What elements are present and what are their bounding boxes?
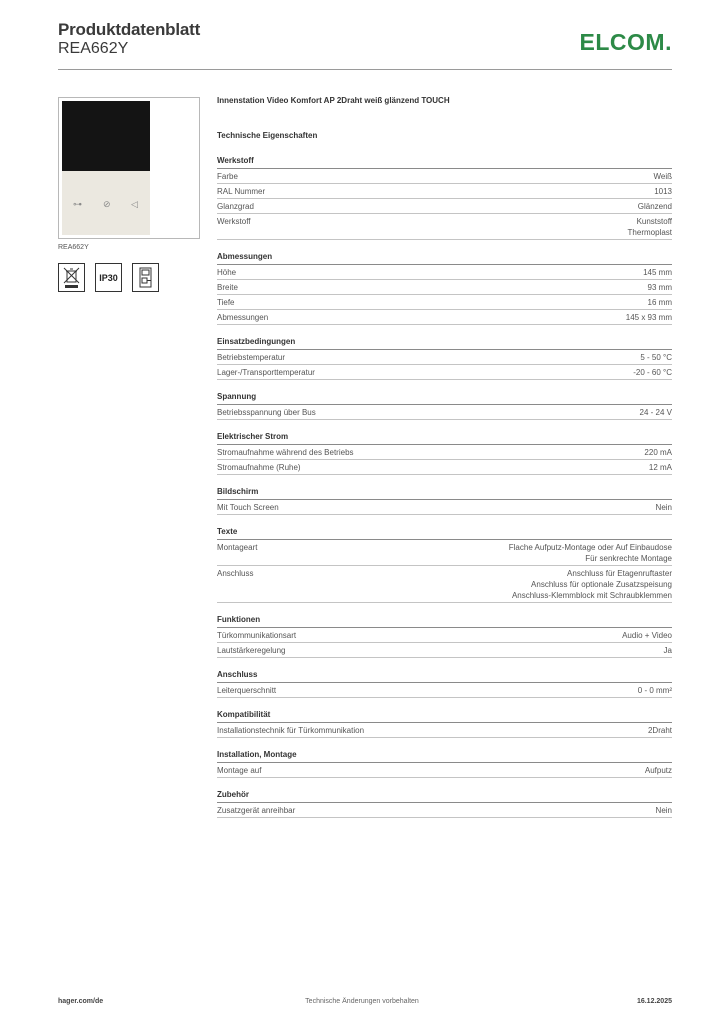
spec-row	[217, 280, 672, 295]
section-title: Funktionen	[217, 615, 672, 628]
spec-row	[217, 169, 672, 184]
product-caption: REA662Y	[58, 244, 89, 251]
spec-value: -20 - 60 °C	[633, 368, 672, 377]
spec-row	[217, 628, 672, 643]
spec-label: RAL Nummer	[217, 187, 266, 196]
spec-label: Installationstechnik für Türkommunikation	[217, 726, 365, 735]
section-title: Abmessungen	[217, 252, 672, 265]
spec-label: Leiterquerschnitt	[217, 686, 277, 695]
spec-label: Abmessungen	[217, 313, 269, 322]
section-title: Bildschirm	[217, 487, 672, 500]
section-title: Elektrischer Strom	[217, 432, 672, 445]
product-image	[58, 97, 200, 239]
spec-value: 12 mA	[648, 463, 672, 472]
spec-section	[217, 670, 672, 698]
spec-row	[217, 295, 672, 310]
spec-label: Türkommunikationsart	[217, 631, 297, 640]
product-description: Innenstation Video Komfort AP 2Draht weiß glänzend TOUCH	[217, 96, 450, 105]
spec-section	[217, 337, 672, 380]
spec-value: Kunststoff Thermoplast	[627, 217, 672, 237]
certification-icons	[58, 263, 159, 292]
section-title: Werkstoff	[217, 156, 672, 169]
section-title: Texte	[217, 527, 672, 540]
spec-row	[217, 184, 672, 199]
spec-row	[217, 310, 672, 325]
spec-section	[217, 710, 672, 738]
section-title: Spannung	[217, 392, 672, 405]
spec-section	[217, 392, 672, 420]
mute-icon: ⊘	[103, 199, 111, 209]
spec-label: Betriebsspannung über Bus	[217, 408, 316, 417]
tech-heading: Technische Eigenschaften	[217, 131, 318, 140]
spec-label: Zusatzgerät anreihbar	[217, 806, 296, 815]
spec-row	[217, 643, 672, 658]
spec-value: 0 - 0 mm²	[637, 686, 672, 695]
spec-label: Höhe	[217, 268, 237, 277]
spec-label: Mit Touch Screen	[217, 503, 279, 512]
spec-value: 1013	[654, 187, 672, 196]
spec-row	[217, 214, 672, 240]
spec-label: Lautstärkeregelung	[217, 646, 286, 655]
spec-section	[217, 252, 672, 325]
spec-row	[217, 365, 672, 380]
weee-bin-icon	[58, 263, 85, 292]
spec-label: Farbe	[217, 172, 238, 181]
spec-value: 220 mA	[644, 448, 672, 457]
spec-section	[217, 487, 672, 515]
spec-label: Betriebstemperatur	[217, 353, 286, 362]
spec-value: Anschluss für Etagenruftaster Anschluss für optionale Zusatzspeisung Anschluss-Klemmblock mit Schraubklemmen	[511, 569, 672, 600]
spec-row	[217, 683, 672, 698]
spec-label: Tiefe	[217, 298, 235, 307]
spec-row	[217, 803, 672, 818]
spec-value: 2Draht	[647, 726, 672, 735]
spec-value: Ja	[663, 646, 672, 655]
spec-section	[217, 750, 672, 778]
spec-label: Montageart	[217, 543, 258, 552]
spec-label: Anschluss	[217, 569, 254, 578]
intercom-icon	[132, 263, 159, 292]
elcom-logo: ELCOM.	[579, 29, 672, 55]
device-image	[62, 101, 150, 235]
header-title: Produktdatenblatt	[58, 20, 201, 39]
spec-value: 5 - 50 °C	[640, 353, 672, 362]
spec-row	[217, 763, 672, 778]
spec-value: Flache Aufputz-Montage oder Auf Einbaudose Für senkrechte Montage	[508, 543, 672, 563]
spec-section	[217, 432, 672, 475]
section-title: Installation, Montage	[217, 750, 672, 763]
spec-label: Werkstoff	[217, 217, 251, 226]
spec-row	[217, 199, 672, 214]
spec-section	[217, 527, 672, 603]
footer-url: hager.com/de	[58, 998, 104, 1005]
spec-row	[217, 460, 672, 475]
spec-value: Glänzend	[637, 202, 672, 211]
spec-value: Nein	[655, 503, 672, 512]
spec-label: Stromaufnahme (Ruhe)	[217, 463, 301, 472]
spec-value: 145 x 93 mm	[625, 313, 672, 322]
spec-value: Weiß	[653, 172, 672, 181]
spec-label: Stromaufnahme während des Betriebs	[217, 448, 354, 457]
spec-section	[217, 790, 672, 818]
speaker-icon: ◁	[131, 199, 138, 209]
spec-section	[217, 156, 672, 240]
spec-row	[217, 723, 672, 738]
spec-row	[217, 350, 672, 365]
section-title: Anschluss	[217, 670, 672, 683]
key-icon: ⊶	[73, 199, 82, 209]
ip30-icon: IP30	[95, 263, 122, 292]
spec-label: Montage auf	[217, 766, 262, 775]
spec-value: 93 mm	[647, 283, 672, 292]
spec-sections	[217, 156, 672, 818]
spec-row	[217, 445, 672, 460]
header-rule	[58, 69, 672, 70]
spec-row	[217, 540, 672, 566]
spec-section	[217, 615, 672, 658]
section-title: Einsatzbedingungen	[217, 337, 672, 350]
spec-row	[217, 566, 672, 603]
spec-label: Breite	[217, 283, 238, 292]
spec-value: 24 - 24 V	[639, 408, 672, 417]
header-model: REA662Y	[58, 40, 129, 57]
spec-value: Nein	[655, 806, 672, 815]
spec-value: Aufputz	[644, 766, 672, 775]
specifications	[217, 96, 672, 830]
spec-row	[217, 500, 672, 515]
spec-row	[217, 405, 672, 420]
spec-label: Lager-/Transporttemperatur	[217, 368, 315, 377]
footer-disclaimer: Technische Änderungen vorbehalten	[305, 998, 419, 1005]
spec-label: Glanzgrad	[217, 202, 254, 211]
footer-date: 16.12.2025	[636, 998, 672, 1005]
section-title: Zubehör	[217, 790, 672, 803]
spec-value: 16 mm	[647, 298, 672, 307]
spec-row	[217, 265, 672, 280]
spec-value: Audio + Video	[622, 631, 672, 640]
section-title: Kompatibilität	[217, 710, 672, 723]
spec-value: 145 mm	[643, 268, 672, 277]
device-screen	[62, 101, 150, 171]
